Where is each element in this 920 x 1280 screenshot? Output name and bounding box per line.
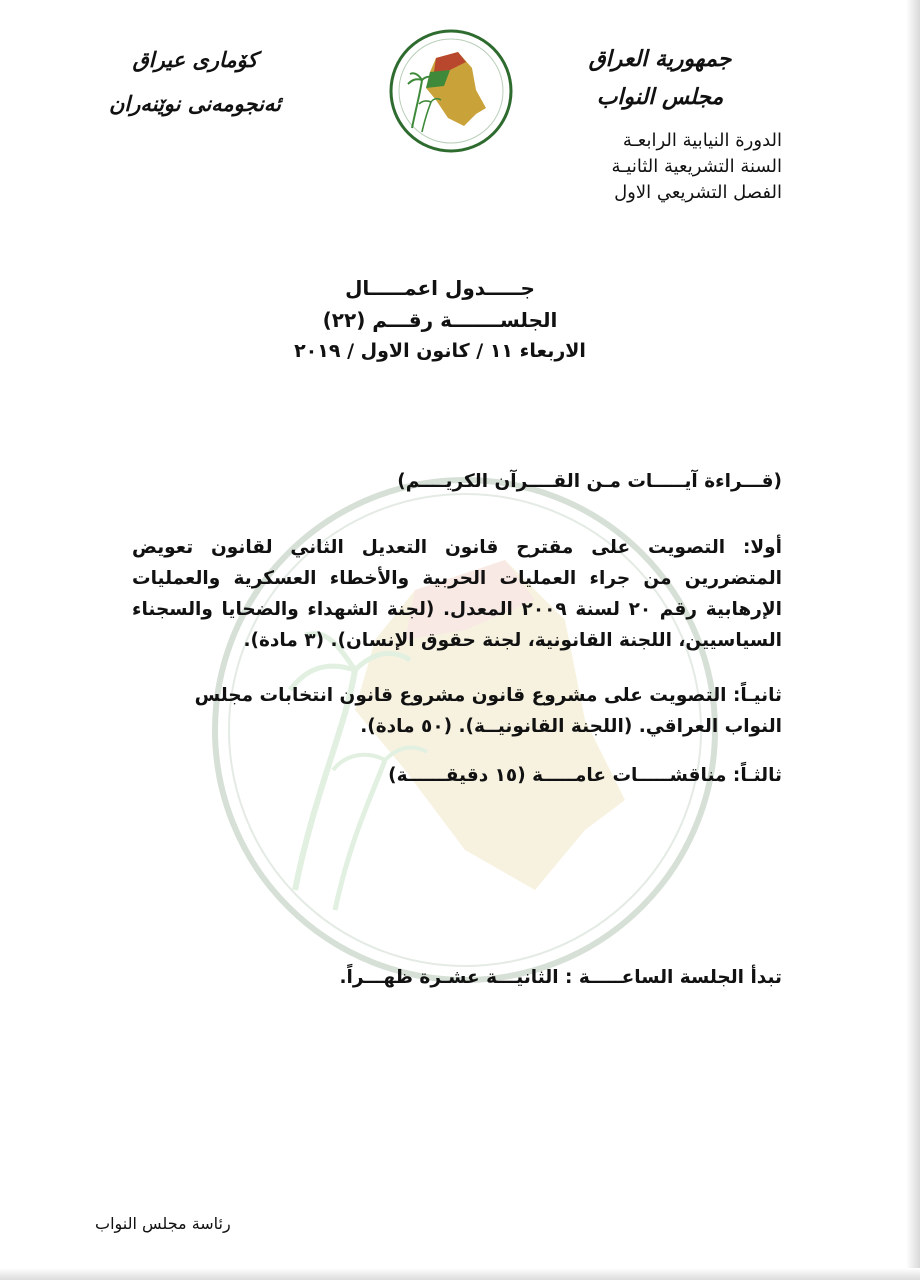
agenda-item-reading: (قـــراءة آيـــــات مـن القــــرآن الكريــــم) [397, 471, 782, 492]
header-council: مجلس النواب [596, 84, 724, 110]
agenda-session-number: الجلســـــــة رقـــم (٢٢) [322, 308, 558, 332]
agenda-item-first: أولا: التصويت على مقترح قانون التعديل الثاني لقانون تعويض المتضررين من جراء العمليات الحربية والأخطاء العسكرية والعمليات الإرهابية رقم ٢٠ لسنة ٢٠٠٩ المعدل. (لجنة الشهداء والضحايا والسجناء السياسيين، اللجنة القانونية، لجنة حقوق الإنسان). (٣ مادة). [132, 537, 782, 651]
agenda-title: جـــــدول اعمـــــال [345, 276, 535, 300]
session-start-time: تبدأ الجلسة الساعـــــة : الثانيـــة عشـرة ظهـــراً. [339, 967, 782, 988]
signature-presidency: رئاسة مجلس النواب [95, 1214, 231, 1233]
session-chapter: الفصل التشريعي الاول [614, 182, 782, 203]
header-country-kurdish: كۆماری عیراق [132, 47, 258, 72]
header-country: جمهورية العراق [588, 46, 732, 72]
agenda-item-third: ثالثـاً: مناقشـــــات عامـــــة (١٥ دقيقــــــة) [388, 765, 782, 786]
session-term: الدورة النيابية الرابعـة [622, 130, 782, 151]
session-info [611, 128, 782, 206]
page-shadow-bottom [0, 1268, 920, 1280]
header-council-kurdish: ئەنجومەنی نوێنەران [108, 91, 282, 116]
page-shadow-right [906, 0, 920, 1280]
agenda-date: الاربعاء ١١ / كانون الاول / ٢٠١٩ [294, 340, 586, 362]
agenda-item-second: ثانيـاً: التصويت على مشروع قانون مشروع قانون انتخابات مجلس النواب العراقي. (اللجنة القانونيــة). (٥٠ مادة). [194, 685, 782, 737]
header-right [540, 40, 780, 116]
parliament-logo-icon [388, 28, 514, 154]
header-left [95, 38, 295, 126]
session-year: السنة التشريعية الثانيـة [611, 156, 782, 177]
agenda-heading [240, 272, 640, 366]
